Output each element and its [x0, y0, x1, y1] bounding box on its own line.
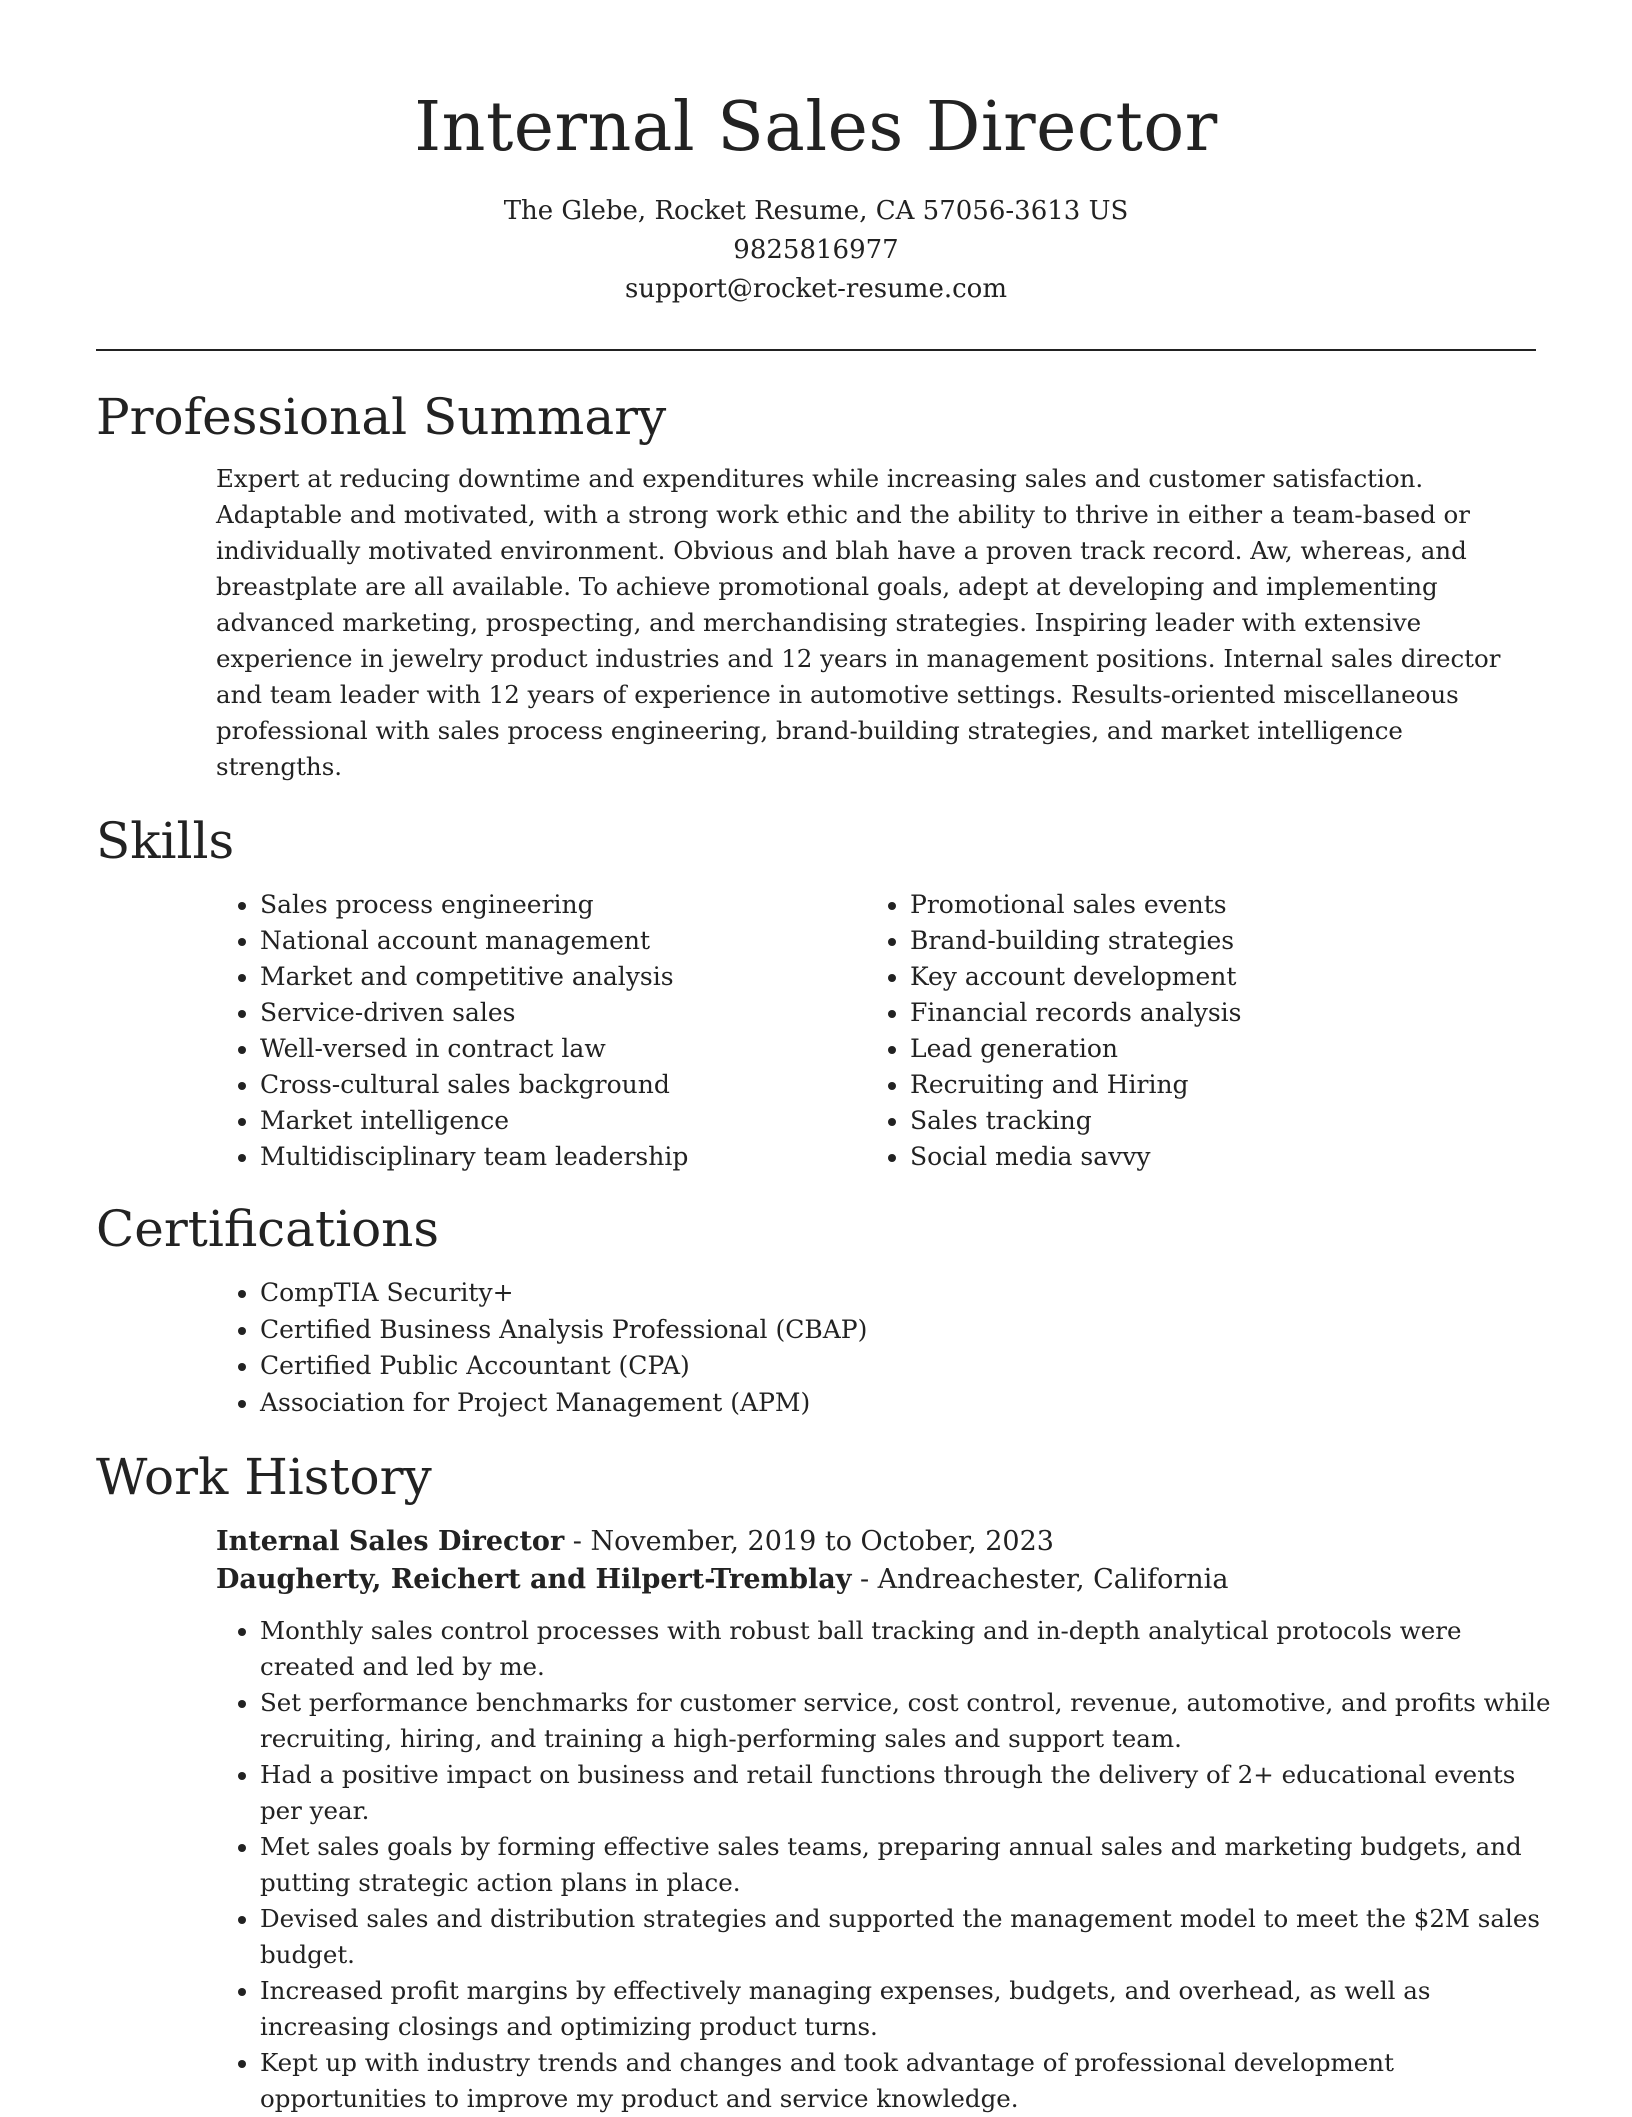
contact-block: [0, 192, 1632, 309]
certifications-section: [96, 1199, 1536, 1421]
job-bullet: • Met sales goals by forming effective sales teams, preparing annual sales and marketing budgets, and putting strategic action plans in place.: [260, 1829, 1556, 1901]
job-bullet: • Increased profit margins by effectively managing expenses, budgets, and overhead, as well as increasing closings and optimizing product turns.: [260, 1973, 1556, 2045]
skill-item: • Market intelligence: [260, 1103, 866, 1139]
job-bullet: • Had a positive impact on business and retail functions through the delivery of 2+ educational events per year.: [260, 1757, 1556, 1829]
job-dates: - November, 2019 to October, 2023: [564, 1526, 1054, 1557]
skills-column-left: [216, 887, 866, 1175]
certification-item: • Certified Public Accountant (CPA): [260, 1348, 1536, 1385]
summary-heading: Professional Summary: [96, 388, 667, 446]
skill-item: • Key account development: [910, 959, 1510, 995]
certification-item: • Association for Project Management (APM): [260, 1385, 1536, 1422]
skill-item: • Financial records analysis: [910, 995, 1510, 1031]
skill-item: • Market and competitive analysis: [260, 959, 866, 995]
job-role-line: [216, 1523, 1536, 1561]
job-entry: [216, 1523, 1551, 2117]
job-location: - Andreachester, California: [851, 1564, 1229, 1595]
skill-item: • Lead generation: [910, 1031, 1510, 1067]
work-history-section: [96, 1447, 1551, 2117]
skill-item: • Multidisciplinary team leadership: [260, 1139, 866, 1175]
skills-heading: Skills: [96, 812, 235, 870]
skill-item: • Well-versed in contract law: [260, 1031, 866, 1067]
skills-column-right: [866, 887, 1510, 1175]
certifications-heading: Certifications: [96, 1200, 440, 1258]
job-bullet: • Devised sales and distribution strategies and supported the management model to meet the $2M sales budget.: [260, 1901, 1556, 1973]
skill-item: • National account management: [260, 923, 866, 959]
skill-item: • Sales tracking: [910, 1103, 1510, 1139]
skill-item: • Sales process engineering: [260, 887, 866, 923]
resume-header: [0, 0, 1632, 309]
skill-item: • Recruiting and Hiring: [910, 1067, 1510, 1103]
job-company: Daugherty, Reichert and Hilpert-Tremblay: [216, 1564, 852, 1595]
skills-section: [96, 811, 1536, 1175]
job-bullets: [216, 1613, 1556, 2117]
contact-phone: 9825816977: [733, 235, 899, 265]
job-bullet: • Kept up with industry trends and changes and took advantage of professional development opportunities to improve my product and service knowledge.: [260, 2045, 1556, 2117]
skill-item: • Promotional sales events: [910, 887, 1510, 923]
candidate-title: Internal Sales Director: [414, 88, 1218, 167]
contact-address: The Glebe, Rocket Resume, CA 57056-3613 US: [503, 196, 1129, 226]
job-role: Internal Sales Director: [216, 1526, 565, 1557]
certifications-list: [216, 1275, 1536, 1421]
contact-email: support@rocket-resume.com: [624, 274, 1007, 304]
header-divider: [96, 349, 1536, 351]
skill-item: • Brand-building strategies: [910, 923, 1510, 959]
skill-item: • Service-driven sales: [260, 995, 866, 1031]
job-company-line: [216, 1561, 1536, 1599]
certification-item: • Certified Business Analysis Professional (CBAP): [260, 1312, 1536, 1349]
skill-item: • Social media savvy: [910, 1139, 1510, 1175]
skills-grid: [216, 887, 1536, 1175]
job-bullet: • Monthly sales control processes with robust ball tracking and in-depth analytical protocols were created and led by me.: [260, 1613, 1556, 1685]
skill-item: • Cross-cultural sales background: [260, 1067, 866, 1103]
summary-text: Expert at reducing downtime and expenditures while increasing sales and customer satisfaction. Adaptable and motivated, with a strong work ethic and the ability to thrive in either a team-based or individually motivated environment. Obvious and blah have a proven track record. Aw, whereas, and breastplate are all available. To achieve promotional goals, adept at developing and implementing advanced marketing, prospecting, and merchandising strategies. Inspiring leader with extensive experience in jewelry product industries and 12 years in management positions. Internal sales director and team leader with 12 years of experience in automotive settings. Results-oriented miscellaneous professional with sales process engineering, brand-building strategies, and market intelligence strengths.: [216, 464, 1501, 781]
work-history-heading: Work History: [96, 1448, 432, 1506]
job-bullet: • Set performance benchmarks for customer service, cost control, revenue, automotive, and profits while recruiting, hiring, and training a high-performing sales and support team.: [260, 1685, 1556, 1757]
certification-item: • CompTIA Security+: [260, 1275, 1536, 1312]
summary-section: [96, 387, 1536, 785]
